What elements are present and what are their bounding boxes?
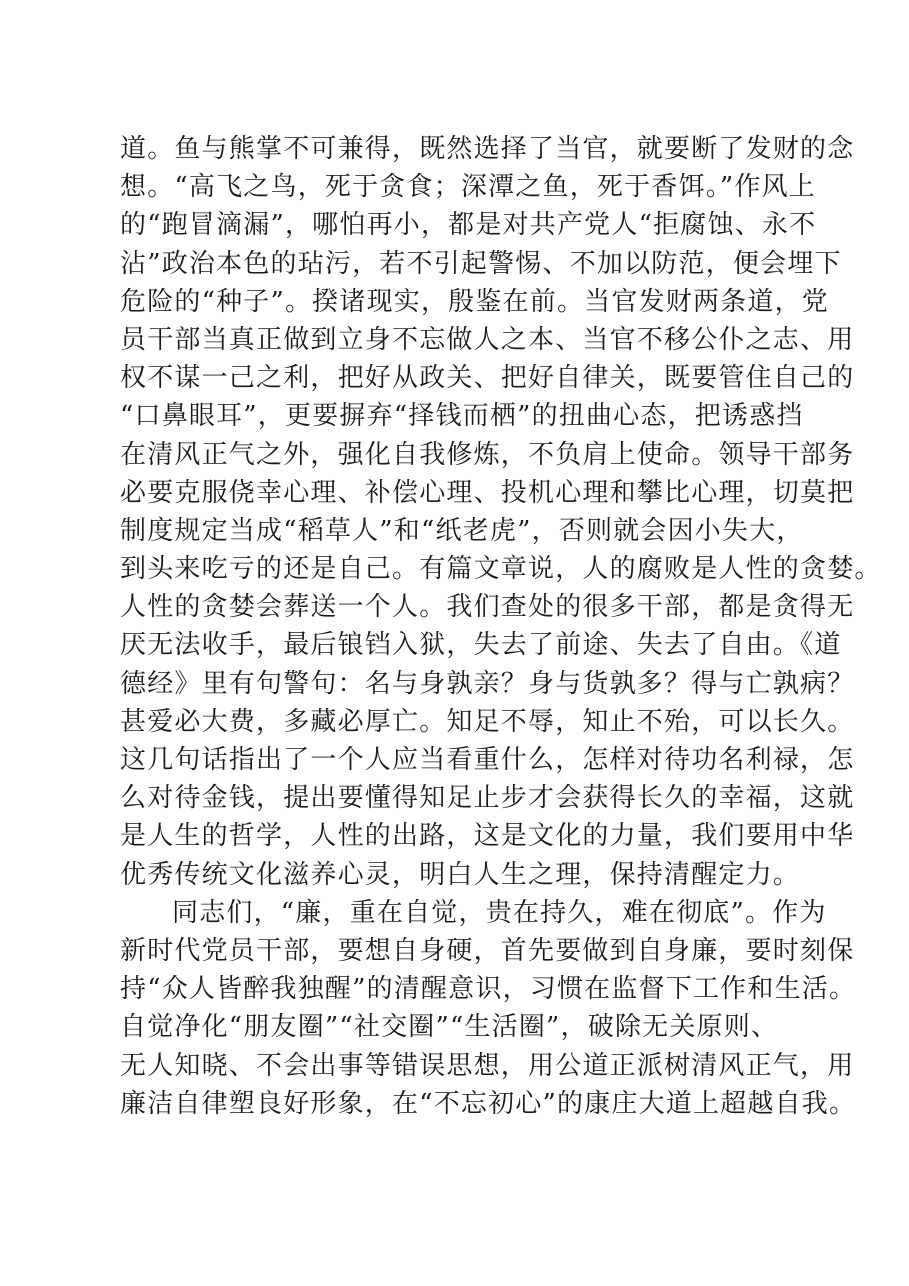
text-line: 甚爱必大费，多藏必厚亡。知足不辱，知止不殆，可以长久。: [120, 706, 855, 737]
text-line: 这几句话指出了一个人应当看重什么，怎样对待功名利禄，怎: [120, 745, 855, 775]
paragraph-2: [120, 894, 857, 1123]
text-line: 的“跑冒滴漏”，哪怕再小，都是对共产党人“拒腐蚀、永不: [120, 210, 817, 241]
text-line: 员干部当真正做到立身不忘做人之本、当官不移公仆之志、用: [120, 324, 855, 355]
text-line: 么对待金钱，提出要懂得知足止步才会获得长久的幸福，这就: [120, 783, 855, 814]
text-line: 德经》里有句警句：名与身孰亲？身与货孰多？得与亡孰病？: [120, 668, 855, 699]
text-line: 权不谋一己之利，把好从政关、把好自律关，既要管住自己的: [120, 363, 855, 394]
text-line: 到头来吃亏的还是自己。有篇文章说，人的腐败是人性的贪婪。: [120, 554, 882, 585]
text-line: 廉洁自律塑良好形象，在“不忘初心”的康庄大道上超越自我。: [120, 1088, 857, 1119]
text-line: 厌无法收手，最后锒铛入狱，失去了前途、失去了自由。《道: [120, 630, 842, 661]
text-line: 在清风正气之外，强化自我修炼，不负肩上使命。领导干部务: [120, 439, 855, 470]
text-line: 制度规定当成“稻草人”和“纸老虎”，否则就会因小失大，: [120, 515, 804, 546]
text-line: 优秀传统文化滋养心灵，明白人生之理，保持清醒定力。: [120, 859, 801, 890]
text-line: 沾”政治本色的玷污，若不引起警惕、不加以防范，便会埋下: [120, 248, 842, 279]
text-line: 人性的贪婪会葬送一个人。我们查处的很多干部，都是贪得无: [120, 592, 855, 623]
paragraph-1: [120, 130, 882, 894]
text-line: 持“众人皆醉我独醒”的清醒意识，习惯在监督下工作和生活。: [120, 974, 857, 1005]
text-line: 同志们，“廉，重在自觉，贵在持久，难在彻底”。作为: [172, 897, 827, 928]
text-line: 无人知晓、不会出事等错误思想，用公道正派树清风正气，用: [120, 1050, 855, 1081]
text-line: 必要克服侥幸心理、补偿心理、投机心理和攀比心理，切莫把: [120, 477, 855, 508]
text-line: “口鼻眼耳”，更要摒弃“择钱而栖”的扭曲心态，把诱惑挡: [120, 401, 804, 432]
document-body: [120, 130, 882, 1123]
text-line: 危险的“种子”。揆诸现实，殷鉴在前。当官发财两条道，党: [120, 286, 829, 317]
text-line: 新时代党员干部，要想自身硬，首先要做到自身廉，要时刻保: [120, 935, 855, 966]
text-line: 是人生的哲学，人性的出路，这是文化的力量，我们要用中华: [120, 821, 855, 852]
text-line: 自觉净化“朋友圈”“社交圈”“生活圈”，破除无关原则、: [120, 1012, 779, 1043]
text-line: 道。鱼与熊掌不可兼得，既然选择了当官，就要断了发财的念: [120, 134, 855, 164]
text-line: 想。“高飞之鸟，死于贪食；深潭之鱼，死于香饵。”作风上: [120, 172, 816, 203]
